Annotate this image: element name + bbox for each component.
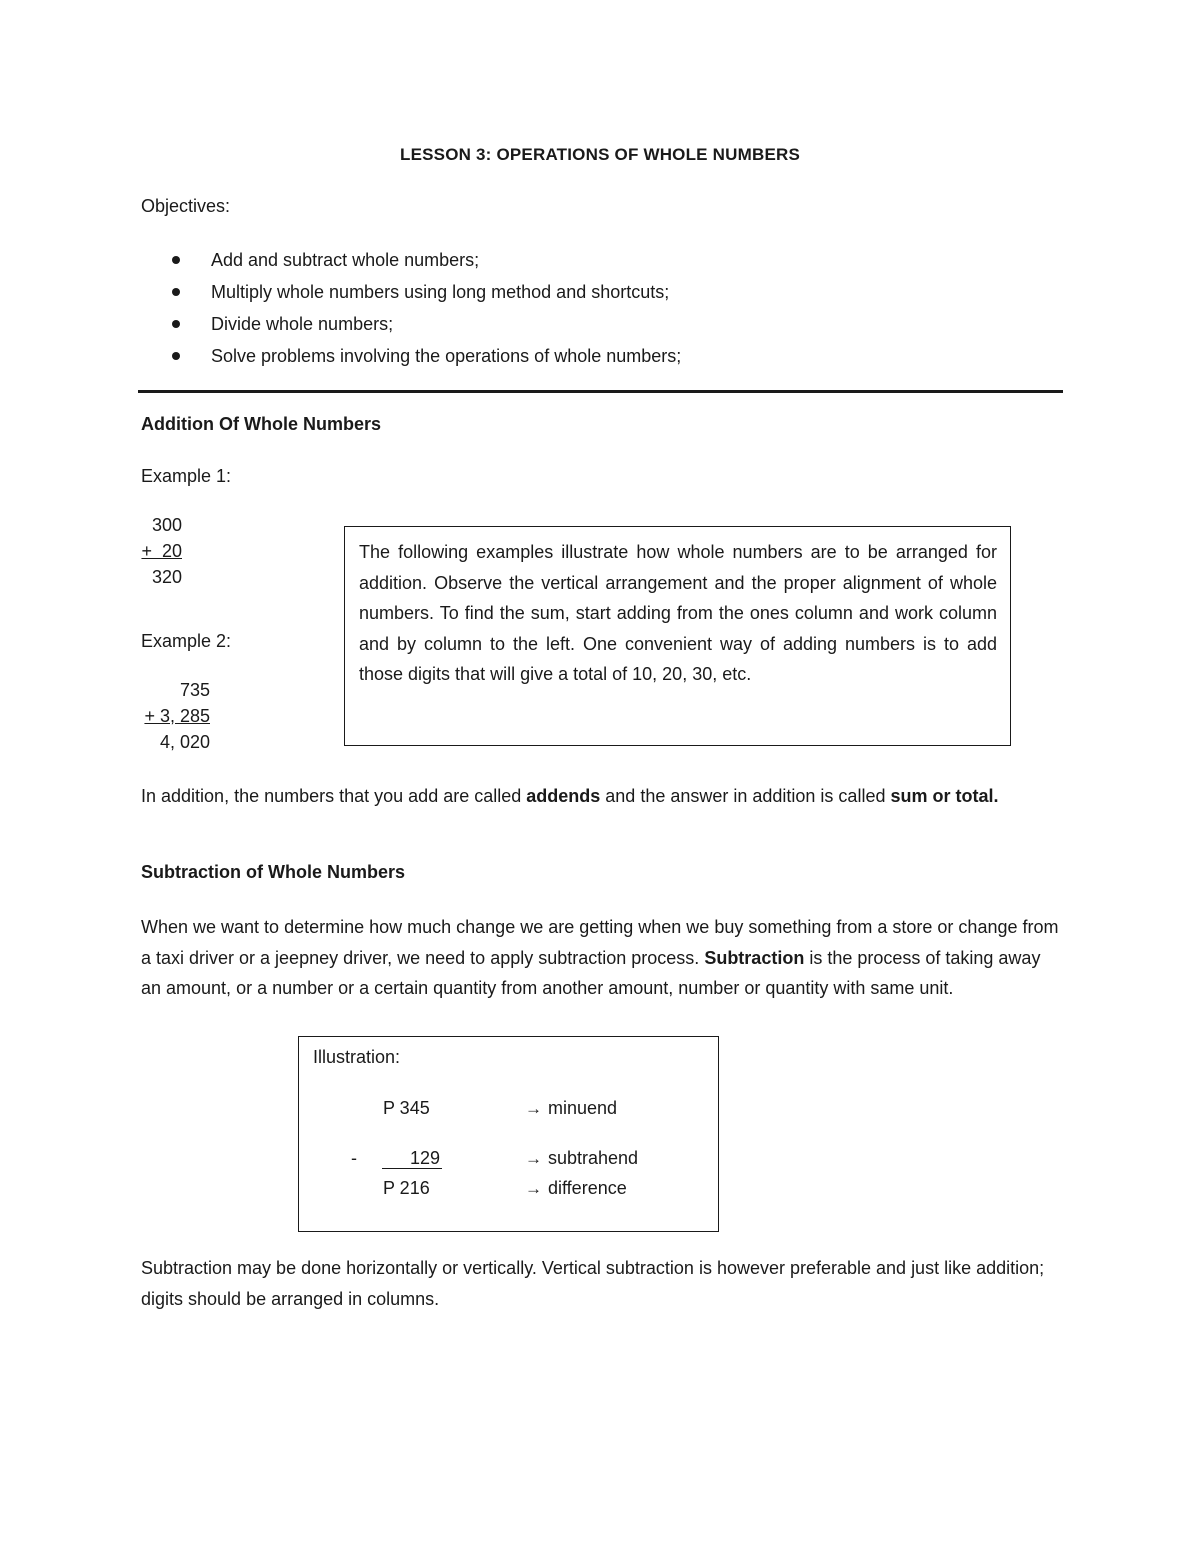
subtraction-heading: Subtraction of Whole Numbers [141, 862, 406, 882]
example1-addend2: + 20 [141, 541, 182, 561]
term-subtraction: Subtraction [704, 947, 805, 968]
list-item: Multiply whole numbers using long method and shortcuts; [172, 276, 681, 308]
arrow-right-icon: → [525, 1179, 542, 1198]
example2-label: Example 2: [141, 631, 232, 651]
subtrahend-label: → subtrahend [525, 1148, 639, 1168]
difference-label: → difference [525, 1178, 627, 1198]
section-divider [138, 390, 1063, 393]
minus-sign: - [351, 1148, 357, 1168]
arrow-right-icon: → [525, 1149, 542, 1168]
page-title: LESSON 3: OPERATIONS OF WHOLE NUMBERS [400, 145, 800, 164]
term-addends: addends [526, 786, 601, 806]
example2-addend1: 735 [179, 680, 210, 700]
objectives-label: Objectives: [141, 196, 231, 216]
minuend-value: P 345 [383, 1098, 430, 1118]
bullet-icon [172, 352, 180, 360]
list-item: Add and subtract whole numbers; [172, 244, 681, 276]
vertical-subtraction-paragraph: Subtraction may be done horizontally or vertically. Vertical subtraction is however preferable and just like addition; digits should be arranged in columns. [141, 1258, 1045, 1309]
addition-explanation-text: The following examples illustrate how whole numbers are to be arranged for addition. Observe the vertical arrangement and the proper alignment of whole numbers. To find the sum, start adding from the ones column and work column and by column to the left. One convenient way of adding numbers is to add those digits that will give a total of 10, 20, 30, etc. [359, 542, 997, 684]
addends-paragraph: In addition, the numbers that you add are called addends and the answer in addition is called sum or total. [141, 786, 999, 806]
objectives-list [172, 244, 681, 372]
term-sum: sum or total. [890, 786, 999, 806]
bullet-icon [172, 288, 180, 296]
illustration-label: Illustration: [313, 1047, 401, 1067]
addition-explanation-box [344, 526, 1011, 746]
bullet-icon [172, 320, 180, 328]
difference-value: P 216 [383, 1178, 430, 1198]
subtraction-illustration-box [298, 1036, 719, 1232]
arrow-right-icon: → [525, 1099, 542, 1118]
addition-heading: Addition Of Whole Numbers [141, 414, 381, 434]
example1-label: Example 1: [141, 466, 232, 486]
example1-addend1: 300 [151, 515, 182, 535]
list-item: Solve problems involving the operations of whole numbers; [172, 340, 681, 372]
example2-sum: 4, 020 [159, 732, 210, 752]
example1-sum: 320 [151, 567, 182, 587]
bullet-icon [172, 256, 180, 264]
example2-addend2: + 3, 285 [144, 706, 210, 726]
minuend-label: → minuend [525, 1098, 618, 1118]
subtraction-paragraph: When we want to determine how much change we are getting when we buy something from a store or change from a taxi driver or a jeepney driver, we need to apply subtraction process. Subtraction is the process of taking away an amount, or a number or a certain quantity from another amount, number or quantity with same unit. [141, 917, 1059, 998]
list-item: Divide whole numbers; [172, 308, 681, 340]
subtrahend-value: 129 [382, 1148, 442, 1169]
